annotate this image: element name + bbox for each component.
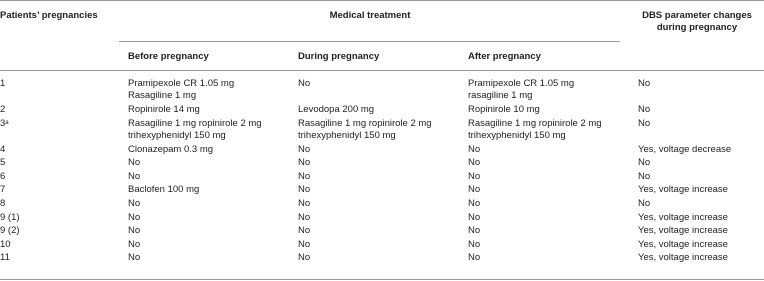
cell-during: Rasagiline 1 mg ropinirole 2 mg: [298, 117, 432, 129]
cell-during: Levodopa 200 mg: [298, 104, 375, 115]
cell-dbs-change: No: [638, 117, 651, 129]
cell-during: No: [298, 225, 311, 237]
cell-during: No: [298, 78, 311, 89]
cell-during: No: [298, 252, 311, 264]
cell-patient: [0, 78, 5, 90]
header-after: After pregnancy: [468, 51, 541, 62]
patient-id: 10: [0, 238, 11, 250]
cell-before: trihexyphenidyl 150 mg: [128, 130, 226, 141]
footnote-marker: a: [5, 119, 9, 126]
header-dbs-line1: DBS parameter changes: [642, 10, 752, 21]
cell-before: Rasagiline 1 mg: [128, 90, 197, 102]
header-medical-treatment: Medical treatment: [329, 10, 411, 21]
cell-after: Rasagiline 1 mg ropinirole 2 mg: [468, 117, 602, 129]
cell-dbs-change: Yes, voltage increase: [638, 238, 728, 250]
cell-patient: [0, 157, 5, 169]
patient-id: 2: [0, 104, 6, 115]
cell-after: No: [468, 170, 481, 182]
cell-during: No: [298, 184, 311, 196]
cell-before: No: [128, 211, 141, 223]
cell-patient: [0, 118, 9, 130]
cell-dbs-change: Yes, voltage increase: [638, 225, 728, 237]
cell-after: rasagiline 1 mg: [468, 90, 533, 102]
table-top-rule: [0, 0, 764, 1]
cell-dbs-change: Yes, voltage increase: [638, 184, 728, 196]
cell-dbs-change: No: [638, 170, 651, 182]
header-before: Before pregnancy: [128, 51, 209, 62]
cell-after: No: [468, 184, 481, 196]
cell-during: No: [298, 170, 311, 182]
cell-before: Baclofen 100 mg: [128, 184, 200, 196]
cell-patient: [0, 252, 10, 264]
cell-after: No: [468, 143, 481, 155]
cell-patient: [0, 239, 11, 251]
cell-before: Ropinirole 14 mg: [128, 104, 200, 115]
cell-patient: [0, 184, 5, 196]
header-patients: Patients’ pregnancies: [0, 10, 98, 21]
cell-after: No: [468, 211, 481, 223]
cell-during: No: [298, 157, 311, 169]
patient-id: 8: [0, 198, 6, 209]
cell-patient: [0, 225, 20, 237]
cell-dbs-change: Yes, voltage increase: [638, 211, 728, 223]
cell-before: No: [128, 225, 141, 237]
cell-dbs-change: No: [638, 198, 651, 209]
cell-after: Pramipexole CR 1.05 mg: [468, 78, 575, 89]
patient-id: 4: [0, 143, 6, 155]
cell-after: No: [468, 198, 481, 209]
header-dbs-line2: during pregnancy: [656, 22, 738, 33]
patient-id: 9 (1): [0, 211, 20, 223]
cell-before: No: [128, 252, 141, 264]
cell-before: Clonazepam 0.3 mg: [128, 143, 214, 155]
patient-id: 1: [0, 78, 6, 89]
patient-id: 7: [0, 184, 6, 196]
patient-id: 5: [0, 157, 6, 169]
cell-before: No: [128, 157, 141, 169]
cell-after: No: [468, 157, 481, 169]
cell-patient: [0, 104, 5, 116]
cell-before: No: [128, 198, 141, 209]
patient-id: 6: [0, 170, 6, 182]
patient-id: 11: [0, 252, 10, 264]
cell-before: Pramipexole CR 1.05 mg: [128, 78, 235, 89]
cell-during: trihexyphenidyl 150 mg: [298, 130, 396, 141]
cell-after: No: [468, 238, 481, 250]
cell-dbs-change: Yes, voltage increase: [638, 252, 728, 264]
cell-patient: [0, 171, 5, 183]
cell-patient: [0, 198, 5, 210]
cell-during: No: [298, 238, 311, 250]
cell-after: trihexyphenidyl 150 mg: [468, 130, 566, 141]
cell-dbs-change: Yes, voltage decrease: [638, 143, 732, 155]
cell-after: No: [468, 225, 481, 237]
cell-dbs-change: No: [638, 157, 651, 169]
header-bottom-rule: [0, 70, 764, 71]
cell-during: No: [298, 198, 311, 209]
cell-dbs-change: No: [638, 78, 651, 89]
cell-dbs-change: No: [638, 104, 651, 115]
cell-after: Ropinirole 10 mg: [468, 104, 540, 115]
cell-before: Rasagiline 1 mg ropinirole 2 mg: [128, 117, 262, 129]
cell-during: No: [298, 211, 311, 223]
table-bottom-rule: [0, 279, 764, 280]
cell-before: No: [128, 170, 141, 182]
cell-after: No: [468, 252, 481, 264]
cell-patient: [0, 144, 5, 156]
treatment-span-rule: [119, 41, 620, 42]
header-during: During pregnancy: [298, 51, 380, 62]
cell-during: No: [298, 143, 311, 155]
cell-patient: [0, 212, 20, 224]
patient-id: 9 (2): [0, 225, 20, 237]
cell-before: No: [128, 238, 141, 250]
patient-id: 3: [0, 117, 6, 129]
